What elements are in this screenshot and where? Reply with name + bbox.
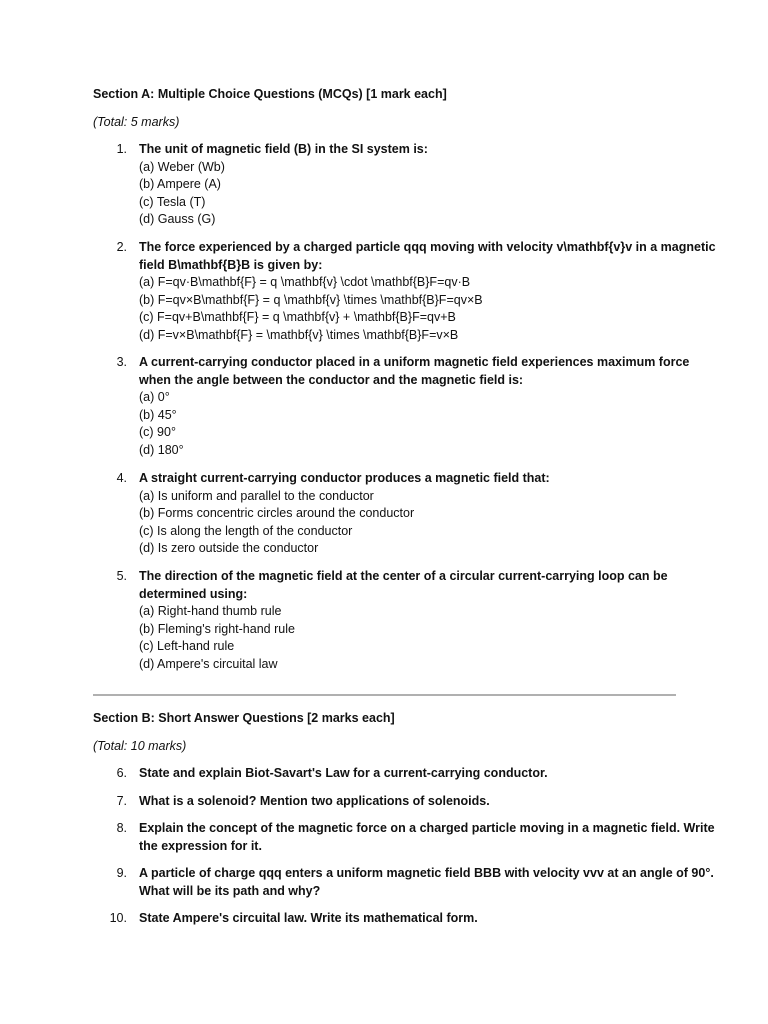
- question-text: A particle of charge qqq enters a uniform magnetic field BBB with velocity vvv at an angle of 90°. What will be its path and why?: [139, 866, 714, 898]
- question-text: A straight current-carrying conductor produces a magnetic field that:: [139, 471, 550, 485]
- question-7: [93, 793, 722, 811]
- option-b: (b) Ampere (A): [139, 177, 221, 192]
- question-text: A current-carrying conductor placed in a uniform magnetic field experiences maximum force when the angle between the conductor and the magnetic field is:: [139, 355, 690, 387]
- question-number: 10.: [109, 911, 127, 925]
- option-d: (d) Ampere's circuital law: [139, 656, 278, 671]
- question-number: 6.: [116, 766, 127, 780]
- question-1: [93, 141, 722, 229]
- option-c: (c) 90°: [139, 425, 176, 440]
- section-a-title: Section A: Multiple Choice Questions (MCQs) [1 mark each]: [93, 87, 447, 101]
- question-text: State Ampere's circuital law. Write its mathematical form.: [139, 911, 478, 925]
- question-number: 2.: [116, 240, 127, 254]
- option-c: (c) Is along the length of the conductor: [139, 523, 353, 538]
- option-a: (a) Right-hand thumb rule: [139, 604, 282, 619]
- option-c: (c) Left-hand rule: [139, 639, 235, 654]
- question-number: 3.: [116, 355, 127, 369]
- option-d: (d) F=v×B\mathbf{F} = \mathbf{v} \times \mathbf{B}F=v×B: [139, 327, 459, 342]
- section-b-title: Section B: Short Answer Questions [2 marks each]: [93, 711, 395, 725]
- section-a-total: (Total: 5 marks): [93, 115, 180, 129]
- question-5: [93, 568, 722, 674]
- question-text: The force experienced by a charged particle qqq moving with velocity v\mathbf{v}v in a magnetic field B\mathbf{B}B is given by:: [139, 240, 716, 272]
- question-number: 1.: [116, 142, 127, 156]
- question-number: 8.: [116, 821, 127, 835]
- question-number: 7.: [116, 794, 127, 808]
- question-10: [93, 910, 722, 928]
- option-a: (a) Weber (Wb): [139, 159, 225, 174]
- question-4: [93, 470, 722, 558]
- question-text: Explain the concept of the magnetic force on a charged particle moving in a magnetic field. Write the expression for it.: [139, 821, 715, 853]
- option-a: (a) Is uniform and parallel to the conductor: [139, 488, 374, 503]
- option-d: (d) Is zero outside the conductor: [139, 541, 319, 556]
- option-b: (b) Fleming's right-hand rule: [139, 621, 295, 636]
- question-text: The unit of magnetic field (B) in the SI system is:: [139, 142, 428, 156]
- option-b: (b) F=qv×B\mathbf{F} = q \mathbf{v} \times \mathbf{B}F=qv×B: [139, 292, 483, 307]
- question-2: [93, 239, 722, 345]
- question-6: [93, 765, 722, 783]
- question-number: 4.: [116, 471, 127, 485]
- question-8: [93, 820, 722, 855]
- option-a: (a) 0°: [139, 390, 170, 405]
- question-text: The direction of the magnetic field at the center of a circular current-carrying loop can be determined using:: [139, 569, 668, 601]
- section-b-total: (Total: 10 marks): [93, 739, 187, 753]
- option-c: (c) F=qv+B\mathbf{F} = q \mathbf{v} + \mathbf{B}F=qv+B: [139, 310, 456, 325]
- option-c: (c) Tesla (T): [139, 194, 206, 209]
- option-b: (b) 45°: [139, 407, 177, 422]
- question-number: 9.: [116, 866, 127, 880]
- option-d: (d) Gauss (G): [139, 212, 216, 227]
- option-a: (a) F=qv·B\mathbf{F} = q \mathbf{v} \cdot \mathbf{B}F=qv·B: [139, 275, 471, 290]
- question-9: [93, 865, 722, 900]
- question-3: [93, 354, 722, 460]
- question-number: 5.: [116, 569, 127, 583]
- option-b: (b) Forms concentric circles around the conductor: [139, 506, 415, 521]
- section-divider: [93, 694, 676, 696]
- question-text: State and explain Biot-Savart's Law for a current-carrying conductor.: [139, 766, 548, 780]
- option-d: (d) 180°: [139, 442, 184, 457]
- question-text: What is a solenoid? Mention two applications of solenoids.: [139, 794, 490, 808]
